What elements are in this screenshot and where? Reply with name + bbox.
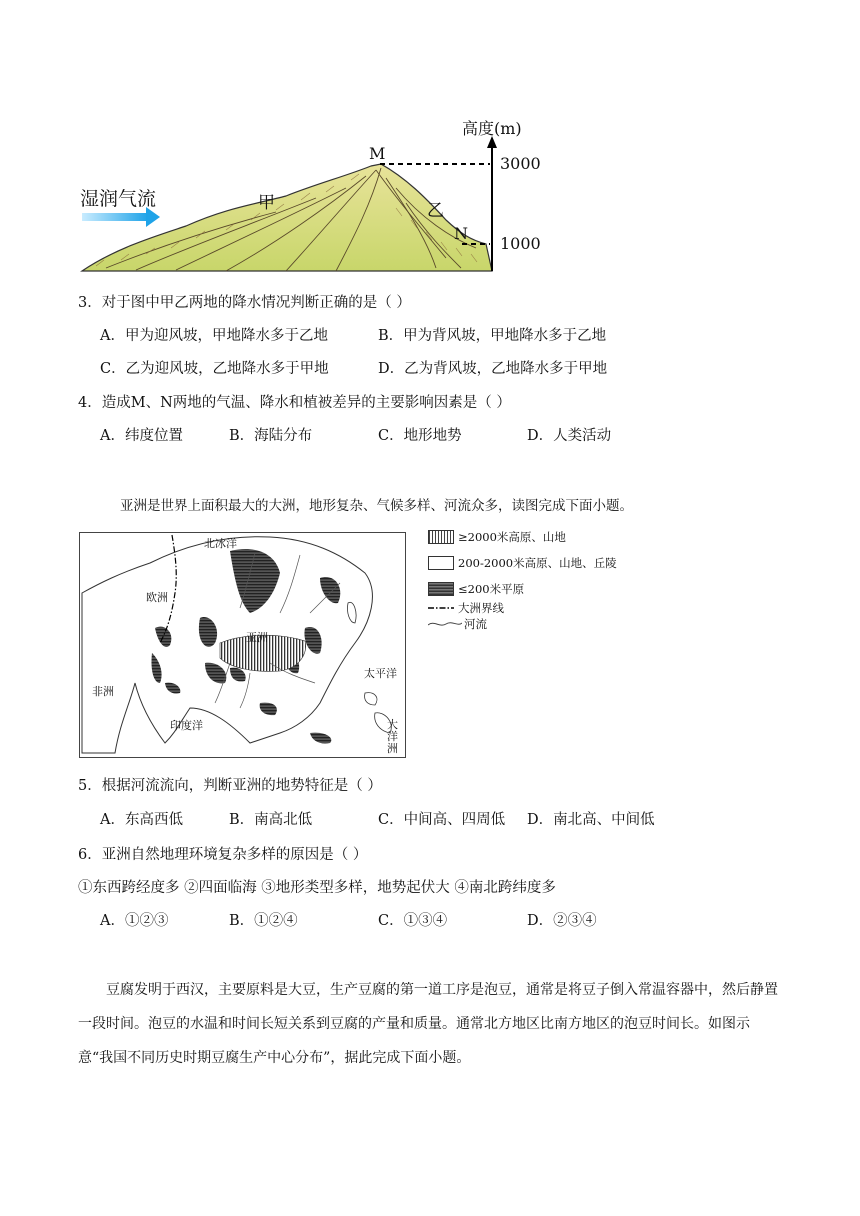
question-6-items: ①东西跨经度多 ②四面临海 ③地形类型多样，地势起伏大 ④南北跨纬度多 xyxy=(78,880,556,896)
river-line-icon xyxy=(428,619,462,629)
mountain-figure xyxy=(76,108,596,278)
q6-option-a[interactable]: A．①②③ xyxy=(100,913,169,929)
q3-option-b[interactable]: B．甲为背风坡，甲地降水多于乙地 xyxy=(378,328,607,344)
boundary-line-icon xyxy=(428,603,454,613)
q3-option-a[interactable]: A．甲为迎风坡，甲地降水多于乙地 xyxy=(100,328,328,344)
legend-river xyxy=(428,616,617,632)
q4-option-d[interactable]: D．人类活动 xyxy=(527,428,612,444)
legend-text-high: ≥2000米高原、山地 xyxy=(458,530,566,544)
legend-low xyxy=(428,578,617,600)
legend-swatch-low xyxy=(428,582,454,596)
q6-option-b[interactable]: B．①②④ xyxy=(229,913,298,929)
q5-option-a[interactable]: A．东高西低 xyxy=(100,812,183,828)
question-3-stem: 3．对于图中甲乙两地的降水情况判断正确的是（ ） xyxy=(78,295,411,311)
legend-high xyxy=(428,526,617,548)
q5-option-d[interactable]: D．南北高、中间低 xyxy=(527,812,655,828)
asia-intro: 亚洲是世界上面积最大的大洲，地形复杂、气候多样、河流众多，读图完成下面小题。 xyxy=(120,498,633,514)
point-m: M xyxy=(369,144,386,163)
legend-mid xyxy=(428,552,617,574)
legend-swatch-high xyxy=(428,530,454,544)
q4-option-b[interactable]: B．海陆分布 xyxy=(229,428,313,444)
q4-option-c[interactable]: C．地形地势 xyxy=(378,428,462,444)
q6-option-c[interactable]: C．①③④ xyxy=(378,913,448,929)
label-jia: 甲 xyxy=(258,193,275,213)
tick-1000: 1000 xyxy=(500,234,541,253)
label-africa: 非洲 xyxy=(92,685,114,698)
airflow-label: 湿润气流 xyxy=(80,188,157,210)
legend-text-boundary: 大洲界线 xyxy=(458,601,504,615)
q6-option-d[interactable]: D．②③④ xyxy=(527,913,597,929)
legend-boundary xyxy=(428,600,617,616)
label-arctic: 北冰洋 xyxy=(204,537,237,550)
q5-option-c[interactable]: C．中间高、四周低 xyxy=(378,812,506,828)
legend-swatch-mid xyxy=(428,556,454,570)
label-asia: 亚洲 xyxy=(246,631,268,644)
q3-option-c[interactable]: C．乙为迎风坡，乙地降水多于甲地 xyxy=(100,361,329,377)
legend-text-low: ≤200米平原 xyxy=(458,582,525,596)
label-oceania: 大洋洲 xyxy=(387,718,398,755)
q4-option-a[interactable]: A．纬度位置 xyxy=(100,428,183,444)
label-pacific: 太平洋 xyxy=(364,667,397,680)
q3-option-d[interactable]: D．乙为背风坡，乙地降水多于甲地 xyxy=(378,361,608,377)
tofu-intro: 豆腐发明于西汉，主要原料是大豆，生产豆腐的第一道工序是泡豆，通常是将豆子倒入常温容器中，然后静置一段时间。泡豆的水温和时间长短关系到豆腐的产量和质量。通常北方地区比南方地区的泡豆时间长。如图示意“我国不同历史时期豆腐生产中心分布”，据此完成下面小题。 xyxy=(78,982,778,1066)
legend-text-mid: 200-2000米高原、山地、丘陵 xyxy=(458,556,617,570)
point-n: N xyxy=(454,224,468,243)
question-4-stem: 4．造成M、N两地的气温、降水和植被差异的主要影响因素是（ ） xyxy=(78,395,511,411)
asia-map-drawing xyxy=(80,533,405,757)
asia-map xyxy=(79,532,406,758)
label-yi: 乙 xyxy=(427,201,444,221)
map-legend xyxy=(428,526,617,632)
axis-title: 高度(m) xyxy=(462,119,522,138)
label-europe: 欧洲 xyxy=(146,591,168,604)
question-6-stem: 6．亚洲自然地理环境复杂多样的原因是（ ） xyxy=(78,847,368,863)
question-5-stem: 5．根据河流流向，判断亚洲的地势特征是（ ） xyxy=(78,778,382,794)
label-indian-ocean: 印度洋 xyxy=(170,719,203,732)
tick-3000: 3000 xyxy=(500,154,541,173)
q5-option-b[interactable]: B．南高北低 xyxy=(229,812,313,828)
legend-text-river: 河流 xyxy=(464,617,487,631)
